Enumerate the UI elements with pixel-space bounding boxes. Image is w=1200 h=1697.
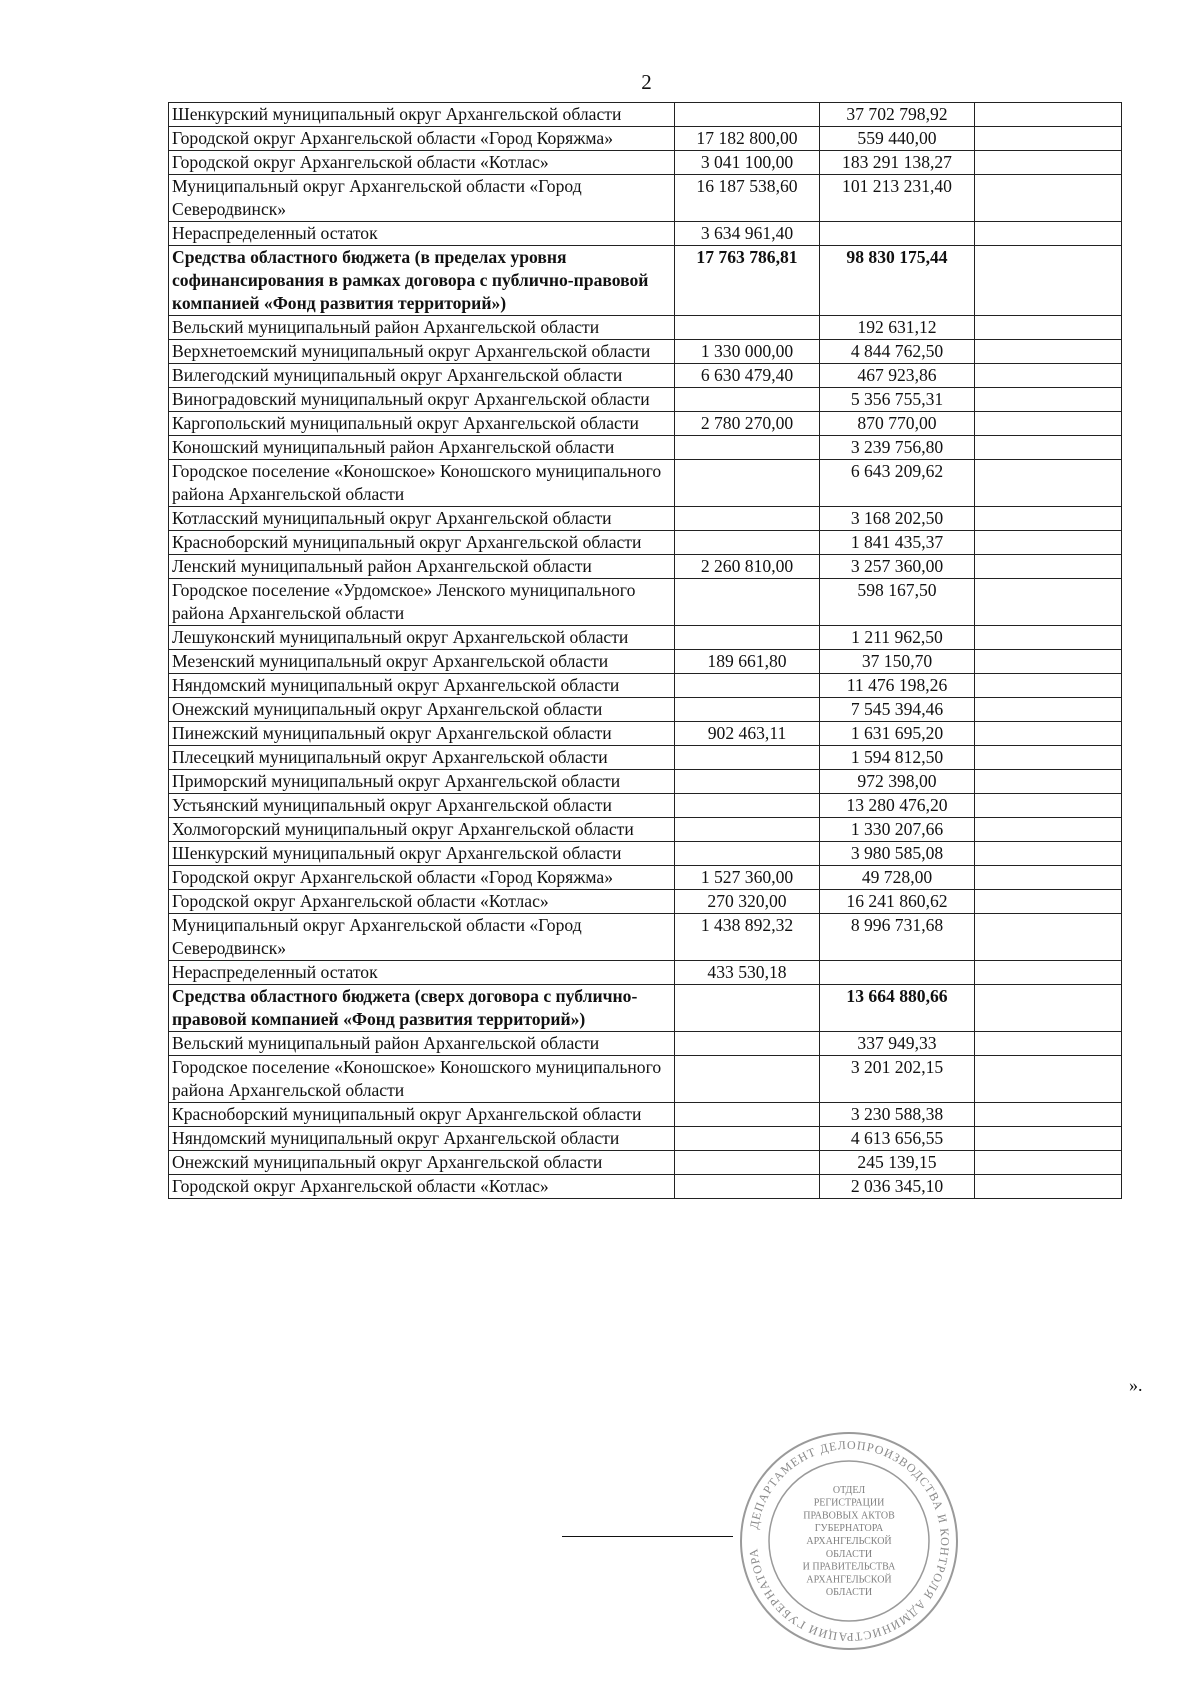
row-value-2-cell: 1 330 207,66 (820, 818, 975, 842)
table-row (169, 650, 1122, 674)
table-row (169, 1151, 1122, 1175)
row-value-1-cell (675, 794, 820, 818)
row-value-2-cell: 2 036 345,10 (820, 1175, 975, 1199)
row-name-cell: Нераспределенный остаток (169, 222, 675, 246)
row-value-3-cell (975, 340, 1122, 364)
table-row (169, 460, 1122, 507)
row-value-3-cell (975, 436, 1122, 460)
row-value-1-cell: 1 527 360,00 (675, 866, 820, 890)
seal-center-line: И ПРАВИТЕЛЬСТВА (802, 1561, 896, 1573)
table-row (169, 1175, 1122, 1199)
row-name-cell: Средства областного бюджета (сверх договора с публично-правовой компанией «Фонд развития территорий») (169, 985, 675, 1032)
row-value-2-cell: 13 664 880,66 (820, 985, 975, 1032)
table-row (169, 340, 1122, 364)
row-name-cell: Пинежский муниципальный округ Архангельской области (169, 722, 675, 746)
row-name-cell: Онежский муниципальный округ Архангельской области (169, 1151, 675, 1175)
row-name-cell: Красноборский муниципальный округ Архангельской области (169, 531, 675, 555)
row-value-1-cell: 1 330 000,00 (675, 340, 820, 364)
row-name-cell: Вельский муниципальный район Архангельской области (169, 316, 675, 340)
page-number: 2 (641, 70, 652, 94)
table-row (169, 507, 1122, 531)
row-name-cell: Лешуконский муниципальный округ Архангельской области (169, 626, 675, 650)
row-value-3-cell (975, 364, 1122, 388)
row-value-3-cell (975, 1032, 1122, 1056)
table-row (169, 1032, 1122, 1056)
row-name-cell: Городское поселение «Коношское» Коношского муниципального района Архангельской области (169, 460, 675, 507)
row-value-1-cell (675, 1056, 820, 1103)
row-name-cell: Коношский муниципальный район Архангельской области (169, 436, 675, 460)
row-value-3-cell (975, 531, 1122, 555)
table-row (169, 412, 1122, 436)
table-row (169, 1103, 1122, 1127)
row-value-2-cell: 3 239 756,80 (820, 436, 975, 460)
table-row (169, 794, 1122, 818)
table-row (169, 866, 1122, 890)
table-row (169, 222, 1122, 246)
row-value-3-cell (975, 222, 1122, 246)
row-name-cell: Плесецкий муниципальный округ Архангельской области (169, 746, 675, 770)
row-value-1-cell: 17 182 800,00 (675, 127, 820, 151)
row-value-3-cell (975, 866, 1122, 890)
row-value-2-cell: 598 167,50 (820, 579, 975, 626)
row-name-cell: Каргопольский муниципальный округ Архангельской области (169, 412, 675, 436)
table-row (169, 818, 1122, 842)
row-value-2-cell: 972 398,00 (820, 770, 975, 794)
row-value-3-cell (975, 985, 1122, 1032)
seal-center-line: ОТДЕЛ (832, 1484, 866, 1496)
row-name-cell: Муниципальный округ Архангельской области «Город Северодвинск» (169, 175, 675, 222)
table-row (169, 746, 1122, 770)
row-value-1-cell (675, 531, 820, 555)
table-row (169, 985, 1122, 1032)
row-value-1-cell (675, 698, 820, 722)
row-value-3-cell (975, 316, 1122, 340)
row-value-3-cell (975, 770, 1122, 794)
row-value-1-cell (675, 770, 820, 794)
row-value-3-cell (975, 1175, 1122, 1199)
row-name-cell: Городское поселение «Урдомское» Ленского муниципального района Архангельской области (169, 579, 675, 626)
row-value-2-cell: 3 201 202,15 (820, 1056, 975, 1103)
row-value-2-cell: 101 213 231,40 (820, 175, 975, 222)
official-seal (738, 1430, 960, 1652)
row-value-3-cell (975, 914, 1122, 961)
row-value-3-cell (975, 1103, 1122, 1127)
row-value-1-cell (675, 316, 820, 340)
row-value-3-cell (975, 674, 1122, 698)
table-row (169, 914, 1122, 961)
row-value-2-cell: 870 770,00 (820, 412, 975, 436)
row-value-2-cell: 337 949,33 (820, 1032, 975, 1056)
table-row (169, 674, 1122, 698)
seal-center-line: ОБЛАСТИ (825, 1587, 873, 1599)
table-row (169, 151, 1122, 175)
row-value-1-cell: 189 661,80 (675, 650, 820, 674)
row-value-2-cell: 5 356 755,31 (820, 388, 975, 412)
row-value-1-cell: 2 780 270,00 (675, 412, 820, 436)
row-value-3-cell (975, 388, 1122, 412)
row-value-2-cell: 4 844 762,50 (820, 340, 975, 364)
row-value-2-cell: 467 923,86 (820, 364, 975, 388)
seal-center-line: АРХАНГЕЛЬСКОЙ (806, 1574, 892, 1586)
row-value-1-cell (675, 436, 820, 460)
row-value-1-cell: 6 630 479,40 (675, 364, 820, 388)
closing-quote: ». (1129, 1375, 1143, 1395)
table-row (169, 316, 1122, 340)
row-name-cell: Няндомский муниципальный округ Архангельской области (169, 1127, 675, 1151)
row-value-1-cell: 3 634 961,40 (675, 222, 820, 246)
row-value-3-cell (975, 507, 1122, 531)
row-name-cell: Городской округ Архангельской области «Город Коряжма» (169, 127, 675, 151)
seal-center-line: ПРАВОВЫХ АКТОВ (803, 1510, 895, 1522)
row-value-2-cell: 7 545 394,46 (820, 698, 975, 722)
row-value-1-cell (675, 674, 820, 698)
row-value-1-cell (675, 507, 820, 531)
row-value-2-cell: 1 841 435,37 (820, 531, 975, 555)
table-row (169, 436, 1122, 460)
row-value-1-cell: 1 438 892,32 (675, 914, 820, 961)
row-value-1-cell (675, 1103, 820, 1127)
seal-ring-text: ДЕПАРТАМЕНТ ДЕЛОПРОИЗВОДСТВА И КОНТРОЛЯ АДМИНИСТРАЦИИ ГУБЕРНАТОРА (746, 1437, 953, 1645)
table-row (169, 531, 1122, 555)
row-value-3-cell (975, 626, 1122, 650)
row-name-cell: Средства областного бюджета (в пределах уровня софинансирования в рамках договора с публично-правовой компанией «Фонд развития территорий») (169, 246, 675, 316)
table-row (169, 103, 1122, 127)
row-value-3-cell (975, 842, 1122, 866)
row-value-3-cell (975, 103, 1122, 127)
row-value-1-cell (675, 626, 820, 650)
row-name-cell: Нераспределенный остаток (169, 961, 675, 985)
table-row (169, 1056, 1122, 1103)
row-name-cell: Шенкурский муниципальный округ Архангельской области (169, 103, 675, 127)
row-value-2-cell: 1 211 962,50 (820, 626, 975, 650)
row-value-3-cell (975, 555, 1122, 579)
row-value-2-cell: 8 996 731,68 (820, 914, 975, 961)
row-value-2-cell: 183 291 138,27 (820, 151, 975, 175)
row-value-3-cell (975, 890, 1122, 914)
row-name-cell: Городской округ Архангельской области «Котлас» (169, 1175, 675, 1199)
table-row (169, 722, 1122, 746)
row-value-1-cell (675, 1151, 820, 1175)
row-value-1-cell: 902 463,11 (675, 722, 820, 746)
table-row (169, 175, 1122, 222)
row-value-2-cell (820, 961, 975, 985)
row-name-cell: Ленский муниципальный район Архангельской области (169, 555, 675, 579)
row-value-3-cell (975, 1127, 1122, 1151)
row-value-1-cell (675, 460, 820, 507)
row-value-3-cell (975, 650, 1122, 674)
row-value-3-cell (975, 961, 1122, 985)
row-name-cell: Мезенский муниципальный округ Архангельской области (169, 650, 675, 674)
row-value-3-cell (975, 698, 1122, 722)
table-row (169, 388, 1122, 412)
row-value-2-cell (820, 222, 975, 246)
row-value-2-cell: 98 830 175,44 (820, 246, 975, 316)
row-value-3-cell (975, 722, 1122, 746)
row-value-2-cell: 245 139,15 (820, 1151, 975, 1175)
row-value-3-cell (975, 1151, 1122, 1175)
row-value-3-cell (975, 818, 1122, 842)
row-name-cell: Городской округ Архангельской области «Котлас» (169, 151, 675, 175)
row-name-cell: Онежский муниципальный округ Архангельской области (169, 698, 675, 722)
row-value-2-cell: 3 230 588,38 (820, 1103, 975, 1127)
row-name-cell: Красноборский муниципальный округ Архангельской области (169, 1103, 675, 1127)
row-value-2-cell: 6 643 209,62 (820, 460, 975, 507)
row-value-1-cell (675, 818, 820, 842)
row-value-1-cell: 16 187 538,60 (675, 175, 820, 222)
row-name-cell: Холмогорский муниципальный округ Архангельской области (169, 818, 675, 842)
row-value-2-cell: 11 476 198,26 (820, 674, 975, 698)
row-value-2-cell: 16 241 860,62 (820, 890, 975, 914)
row-name-cell: Приморский муниципальный округ Архангельской области (169, 770, 675, 794)
table-row (169, 961, 1122, 985)
row-value-1-cell: 17 763 786,81 (675, 246, 820, 316)
budget-table-body (169, 103, 1122, 1199)
row-value-2-cell: 37 702 798,92 (820, 103, 975, 127)
row-value-2-cell: 4 613 656,55 (820, 1127, 975, 1151)
table-row (169, 890, 1122, 914)
row-name-cell: Шенкурский муниципальный округ Архангельской области (169, 842, 675, 866)
row-name-cell: Муниципальный округ Архангельской области «Город Северодвинск» (169, 914, 675, 961)
row-name-cell: Верхнетоемский муниципальный округ Архангельской области (169, 340, 675, 364)
seal-center-line: ОБЛАСТИ (825, 1548, 873, 1560)
signature-line (562, 1536, 733, 1537)
table-row (169, 246, 1122, 316)
row-name-cell: Вилегодский муниципальный округ Архангельской области (169, 364, 675, 388)
table-row (169, 579, 1122, 626)
table-row (169, 698, 1122, 722)
row-value-2-cell: 1 631 695,20 (820, 722, 975, 746)
row-value-1-cell: 3 041 100,00 (675, 151, 820, 175)
row-name-cell: Городской округ Архангельской области «Котлас» (169, 890, 675, 914)
row-value-1-cell (675, 1032, 820, 1056)
row-value-1-cell (675, 1127, 820, 1151)
row-value-3-cell (975, 127, 1122, 151)
row-value-2-cell: 1 594 812,50 (820, 746, 975, 770)
seal-center-line: АРХАНГЕЛЬСКОЙ (806, 1536, 892, 1547)
row-value-2-cell: 559 440,00 (820, 127, 975, 151)
row-value-1-cell (675, 1175, 820, 1199)
row-value-1-cell (675, 388, 820, 412)
table-row (169, 555, 1122, 579)
row-name-cell: Котласский муниципальный округ Архангельской области (169, 507, 675, 531)
row-name-cell: Виноградовский муниципальный округ Архангельской области (169, 388, 675, 412)
seal-center-line: ГУБЕРНАТОРА (814, 1523, 884, 1535)
row-value-3-cell (975, 579, 1122, 626)
row-value-1-cell: 2 260 810,00 (675, 555, 820, 579)
row-value-3-cell (975, 1056, 1122, 1103)
row-value-2-cell: 13 280 476,20 (820, 794, 975, 818)
row-value-3-cell (975, 412, 1122, 436)
row-value-3-cell (975, 794, 1122, 818)
row-value-3-cell (975, 746, 1122, 770)
row-value-1-cell (675, 579, 820, 626)
row-value-3-cell (975, 460, 1122, 507)
row-name-cell: Городское поселение «Коношское» Коношского муниципального района Архангельской области (169, 1056, 675, 1103)
table-row (169, 842, 1122, 866)
seal-center-line: РЕГИСТРАЦИИ (813, 1497, 885, 1509)
row-name-cell: Устьянский муниципальный округ Архангельской области (169, 794, 675, 818)
row-value-1-cell (675, 103, 820, 127)
table-row (169, 364, 1122, 388)
row-name-cell: Няндомский муниципальный округ Архангельской области (169, 674, 675, 698)
row-value-3-cell (975, 151, 1122, 175)
row-value-1-cell (675, 842, 820, 866)
row-value-2-cell: 37 150,70 (820, 650, 975, 674)
row-value-2-cell: 49 728,00 (820, 866, 975, 890)
table-row (169, 127, 1122, 151)
row-value-2-cell: 192 631,12 (820, 316, 975, 340)
row-name-cell: Городской округ Архангельской области «Город Коряжма» (169, 866, 675, 890)
table-row (169, 770, 1122, 794)
row-value-3-cell (975, 246, 1122, 316)
row-value-2-cell: 3 168 202,50 (820, 507, 975, 531)
row-value-1-cell (675, 746, 820, 770)
row-value-2-cell: 3 980 585,08 (820, 842, 975, 866)
budget-table (168, 102, 1122, 1199)
row-value-1-cell (675, 985, 820, 1032)
row-value-3-cell (975, 175, 1122, 222)
table-row (169, 1127, 1122, 1151)
row-value-2-cell: 3 257 360,00 (820, 555, 975, 579)
table-row (169, 626, 1122, 650)
row-value-1-cell: 270 320,00 (675, 890, 820, 914)
row-value-1-cell: 433 530,18 (675, 961, 820, 985)
row-name-cell: Вельский муниципальный район Архангельской области (169, 1032, 675, 1056)
